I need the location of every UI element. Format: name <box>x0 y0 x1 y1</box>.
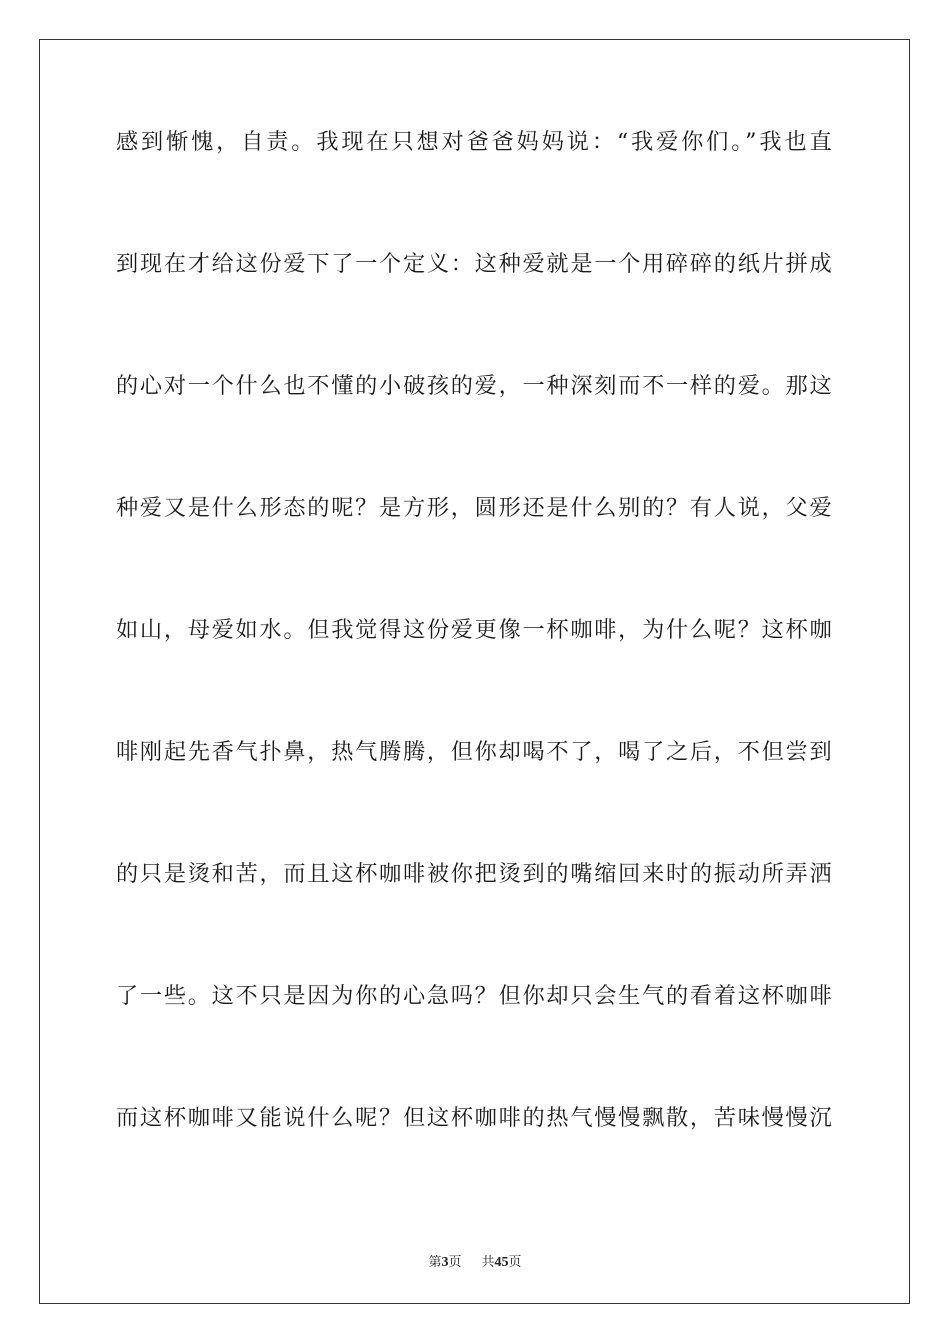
footer-total-suffix: 页 <box>508 1255 522 1270</box>
body-line-1: 感到惭愧，自责。我现在只想对爸爸妈妈说：“我爱你们。”我也直 <box>116 129 833 155</box>
body-line-4: 种爱又是什么形态的呢？是方形，圆形还是什么别的？有人说，父爱 <box>116 495 833 521</box>
body-line-2: 到现在才给这份爱下了一个定义：这种爱就是一个用碎碎的纸片拼成 <box>116 251 833 277</box>
footer-total-indicator <box>482 1251 522 1271</box>
document-body <box>116 130 833 1228</box>
body-line-5: 如山，母爱如水。但我觉得这份爱更像一杯咖啡，为什么呢？这杯咖 <box>116 617 833 643</box>
footer-page-prefix: 第 <box>428 1255 442 1270</box>
body-line-9: 而这杯咖啡又能说什么呢？但这杯咖啡的热气慢慢飘散，苦味慢慢沉 <box>116 1105 833 1131</box>
body-line-6: 啡刚起先香气扑鼻，热气腾腾，但你却喝不了，喝了之后，不但尝到 <box>116 739 833 765</box>
footer-total-prefix: 共 <box>481 1255 495 1270</box>
body-line-3: 的心对一个什么也不懂的小破孩的爱，一种深刻而不一样的爱。那这 <box>116 373 833 399</box>
body-line-7: 的只是烫和苦，而且这杯咖啡被你把烫到的嘴缩回来时的振动所弄洒 <box>116 861 833 887</box>
footer-page-suffix: 页 <box>448 1255 462 1270</box>
footer-total-pages: 45 <box>494 1255 509 1270</box>
footer-page-indicator <box>428 1251 461 1271</box>
body-line-8: 了一些。这不只是因为你的心急吗？但你却只会生气的看着这杯咖啡 <box>116 983 833 1009</box>
footer-page-number: 3 <box>441 1255 449 1270</box>
page-footer <box>0 1251 950 1271</box>
